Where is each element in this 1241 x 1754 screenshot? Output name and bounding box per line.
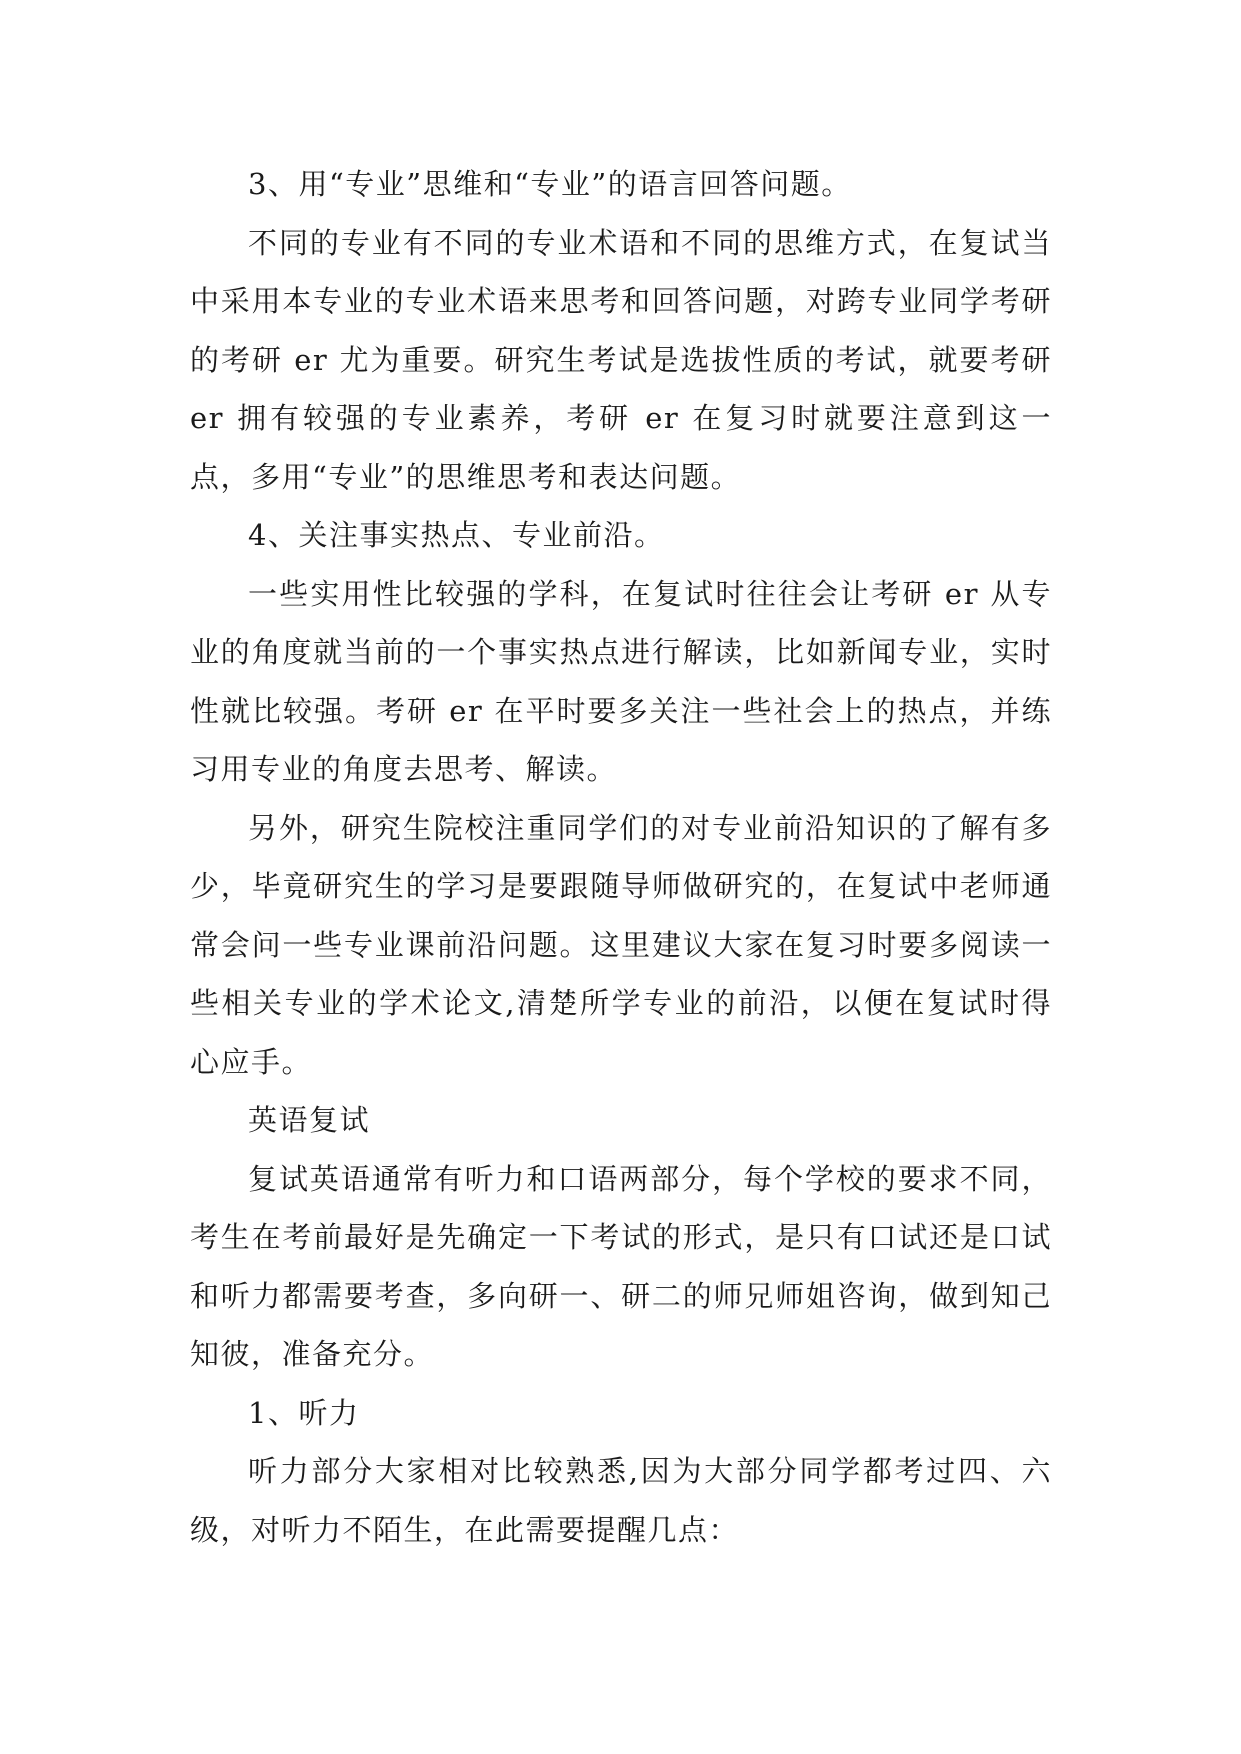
paragraph-frontier-knowledge: 另外，研究生院校注重同学们的对专业前沿知识的了解有多少，毕竟研究生的学习是要跟随导师做研究的，在复试中老师通常会问一些专业课前沿问题。这里建议大家在复习时要多阅读一些相关专业的学术论文,清楚所学专业的前沿，以便在复试时得心应手。 [190, 810, 1052, 1079]
document-body [190, 155, 1052, 1559]
paragraph-listening: 听力部分大家相对比较熟悉,因为大部分同学都考过四、六级，对听力不陌生，在此需要提醒几点： [190, 1454, 1052, 1547]
heading-hot-topics: 4、关注事实热点、专业前沿。 [248, 518, 665, 552]
heading-english-retest: 英语复试 [248, 1103, 371, 1137]
heading-listening: 1、听力 [248, 1395, 360, 1430]
paragraph-english-retest: 复试英语通常有听力和口语两部分，每个学校的要求不同，考生在考前最好是先确定一下考试的形式，是只有口试还是口试和听力都需要考查，多向研一、研二的师兄师姐咨询，做到知己知彼，准备充分。 [190, 1161, 1052, 1371]
heading-professional-thinking: 3、用“专业”思维和“专业”的语言回答问题。 [248, 167, 852, 201]
paragraph-professional-terms: 不同的专业有不同的专业术语和不同的思维方式，在复试当中采用本专业的专业术语来思考和回答问题，对跨专业同学考研的考研 er 尤为重要。研究生考试是选拔性质的考试，就要考研 er 拥有较强的专业素养，考研 er 在复习时就要注意到这一点，多用“专业”的思维思考和表达问题。 [190, 225, 1052, 494]
paragraph-hot-topics: 一些实用性比较强的学科，在复试时往往会让考研 er 从专业的角度就当前的一个事实热点进行解读，比如新闻专业，实时性就比较强。考研 er 在平时要多关注一些社会上的热点，并练习用专业的角度去思考、解读。 [190, 576, 1052, 786]
